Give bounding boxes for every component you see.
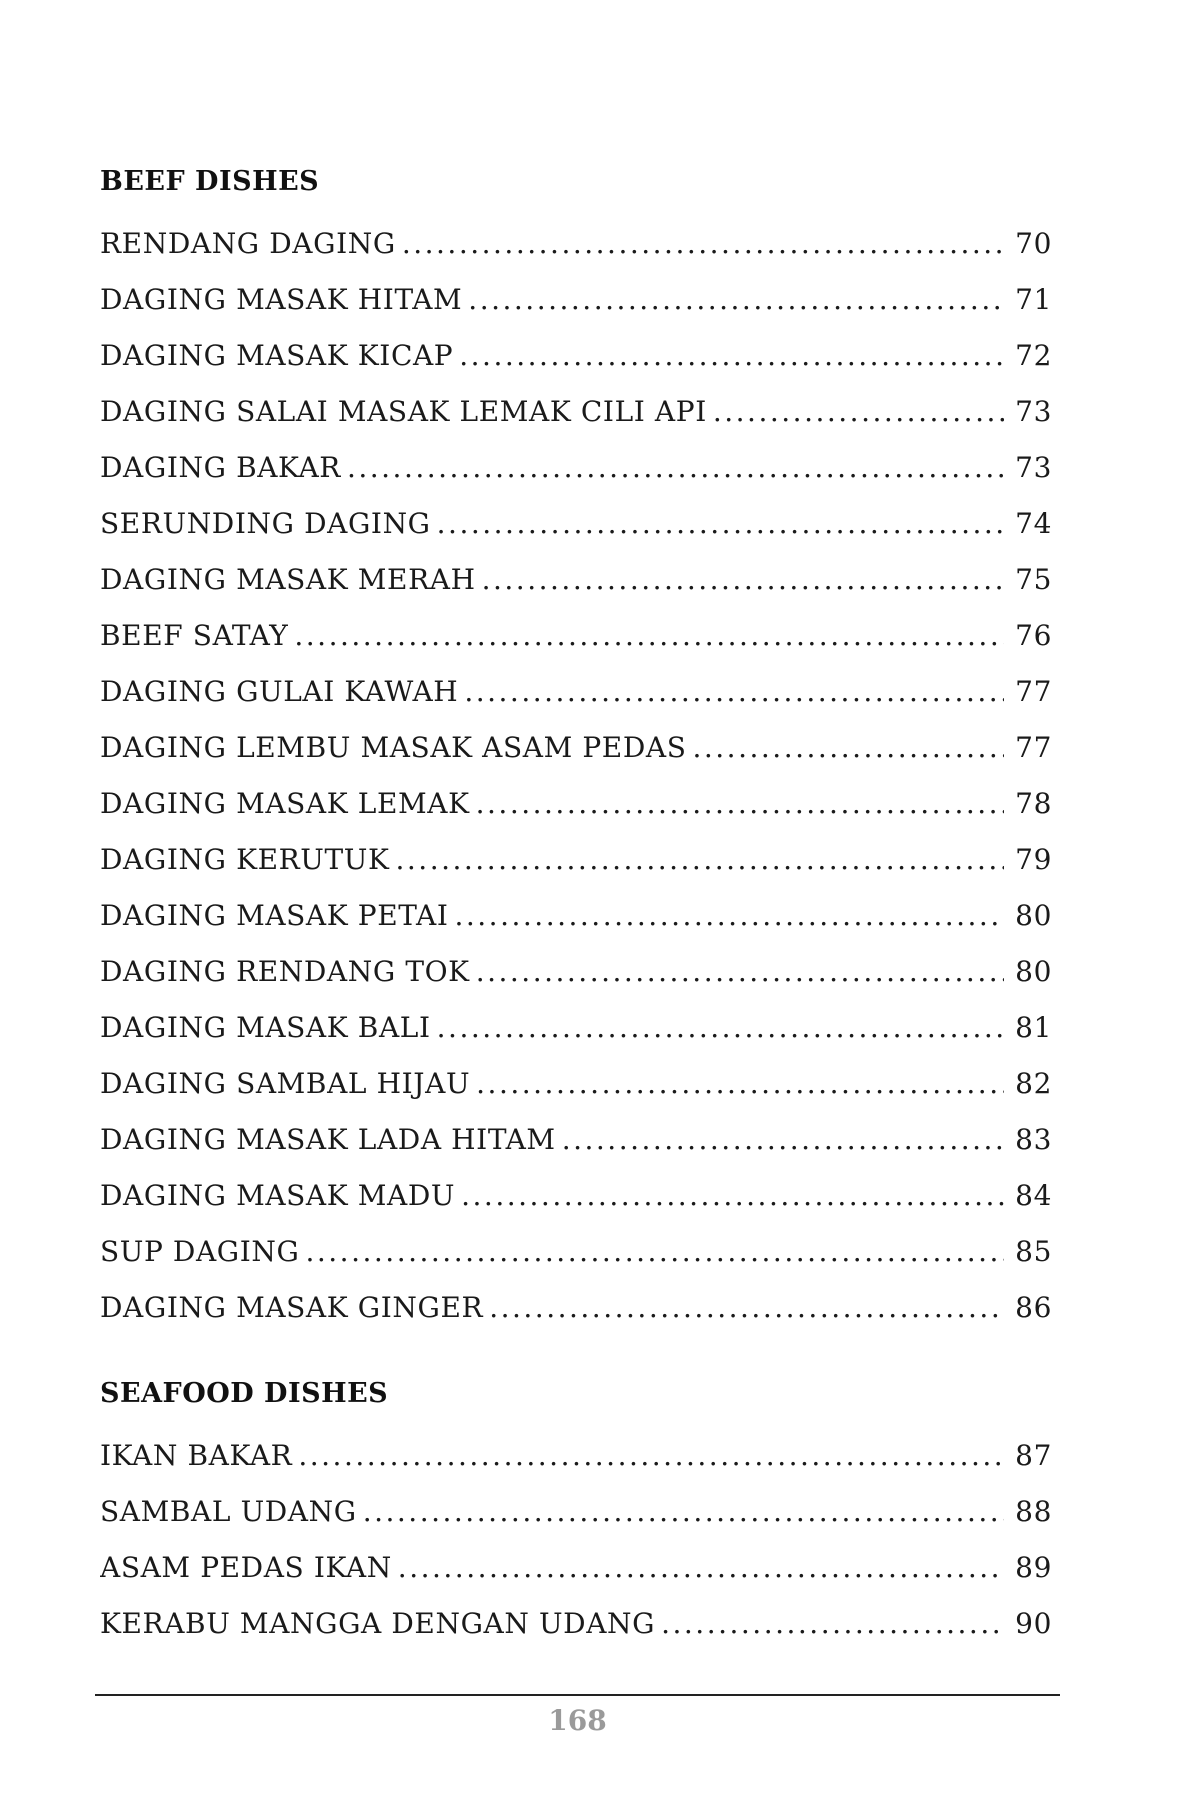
toc-entry bbox=[100, 1000, 1052, 1056]
toc-entry bbox=[100, 1056, 1052, 1112]
entry-title: DAGING MASAK PETAI bbox=[100, 899, 449, 932]
dot-leader bbox=[661, 1596, 1004, 1652]
toc-entry bbox=[100, 832, 1052, 888]
entry-page-number: 82 bbox=[1015, 1067, 1052, 1100]
entry-page-number: 74 bbox=[1015, 507, 1052, 540]
toc-entry bbox=[100, 1428, 1052, 1484]
entry-title: IKAN BAKAR bbox=[100, 1439, 293, 1472]
toc-entry bbox=[100, 272, 1052, 328]
entry-page-number: 80 bbox=[1015, 955, 1052, 988]
toc-entry bbox=[100, 496, 1052, 552]
toc-entry bbox=[100, 888, 1052, 944]
section-spacer bbox=[100, 1336, 1052, 1372]
entry-page-number: 81 bbox=[1015, 1011, 1052, 1044]
entry-title: DAGING GULAI KAWAH bbox=[100, 675, 459, 708]
section-heading: SEAFOOD DISHES bbox=[100, 1378, 389, 1409]
dot-leader bbox=[305, 1224, 1004, 1280]
dot-leader bbox=[713, 384, 1004, 440]
entry-page-number: 85 bbox=[1015, 1235, 1052, 1268]
dot-leader bbox=[398, 1540, 1004, 1596]
entry-page-number: 76 bbox=[1015, 619, 1052, 652]
entry-title: DAGING MASAK BALI bbox=[100, 1011, 431, 1044]
entry-page-number: 78 bbox=[1015, 787, 1052, 820]
entry-page-number: 75 bbox=[1015, 563, 1052, 596]
entry-title: BEEF SATAY bbox=[100, 619, 289, 652]
entry-page-number: 79 bbox=[1015, 843, 1052, 876]
dot-leader bbox=[562, 1112, 1004, 1168]
dot-leader bbox=[396, 832, 1005, 888]
toc-section-beef bbox=[100, 160, 1052, 1336]
entry-title: DAGING SALAI MASAK LEMAK CILI API bbox=[100, 395, 707, 428]
entry-title: DAGING MASAK MADU bbox=[100, 1179, 456, 1212]
dot-leader bbox=[402, 216, 1004, 272]
dot-leader bbox=[489, 1280, 1004, 1336]
dot-leader bbox=[476, 776, 1004, 832]
page-number: 168 bbox=[548, 1704, 607, 1737]
toc-entry bbox=[100, 1168, 1052, 1224]
toc-section-seafood bbox=[100, 1372, 1052, 1652]
dot-leader bbox=[692, 720, 1004, 776]
entry-page-number: 71 bbox=[1015, 283, 1052, 316]
entry-page-number: 87 bbox=[1015, 1439, 1052, 1472]
entry-page-number: 77 bbox=[1015, 675, 1052, 708]
entry-title: SAMBAL UDANG bbox=[100, 1495, 357, 1528]
entry-title: DAGING LEMBU MASAK ASAM PEDAS bbox=[100, 731, 687, 764]
entry-title: SUP DAGING bbox=[100, 1235, 300, 1268]
entry-title: DAGING MASAK LEMAK bbox=[100, 787, 470, 820]
dot-leader bbox=[294, 608, 1004, 664]
entry-title: DAGING MASAK KICAP bbox=[100, 339, 454, 372]
entry-page-number: 88 bbox=[1015, 1495, 1052, 1528]
footer-divider bbox=[95, 1694, 1060, 1696]
dot-leader bbox=[298, 1428, 1004, 1484]
dot-leader bbox=[461, 1168, 1004, 1224]
dot-leader bbox=[468, 272, 1004, 328]
entry-page-number: 83 bbox=[1015, 1123, 1052, 1156]
entry-page-number: 72 bbox=[1015, 339, 1052, 372]
entry-title: DAGING MASAK HITAM bbox=[100, 283, 463, 316]
entry-page-number: 73 bbox=[1015, 395, 1052, 428]
entry-page-number: 84 bbox=[1015, 1179, 1052, 1212]
entry-title: ASAM PEDAS IKAN bbox=[100, 1551, 392, 1584]
dot-leader bbox=[363, 1484, 1004, 1540]
toc-entry bbox=[100, 328, 1052, 384]
dot-leader bbox=[454, 888, 1004, 944]
entry-page-number: 73 bbox=[1015, 451, 1052, 484]
toc-entry bbox=[100, 552, 1052, 608]
dot-leader bbox=[347, 440, 1004, 496]
dot-leader bbox=[476, 944, 1004, 1000]
toc-entry bbox=[100, 944, 1052, 1000]
dot-leader bbox=[437, 496, 1004, 552]
dot-leader bbox=[482, 552, 1004, 608]
toc-entry bbox=[100, 664, 1052, 720]
entry-page-number: 89 bbox=[1015, 1551, 1052, 1584]
dot-leader bbox=[437, 1000, 1004, 1056]
entry-title: DAGING MASAK LADA HITAM bbox=[100, 1123, 556, 1156]
entry-title: RENDANG DAGING bbox=[100, 227, 396, 260]
toc-entry bbox=[100, 384, 1052, 440]
entry-title: KERABU MANGGA DENGAN UDANG bbox=[100, 1607, 656, 1640]
entry-title: DAGING KERUTUK bbox=[100, 843, 390, 876]
toc-entry bbox=[100, 216, 1052, 272]
toc-entry bbox=[100, 1280, 1052, 1336]
dot-leader bbox=[464, 664, 1004, 720]
table-of-contents bbox=[100, 160, 1052, 1652]
entry-page-number: 90 bbox=[1015, 1607, 1052, 1640]
toc-entry bbox=[100, 1596, 1052, 1652]
entry-page-number: 77 bbox=[1015, 731, 1052, 764]
toc-entry bbox=[100, 1112, 1052, 1168]
entry-page-number: 70 bbox=[1015, 227, 1052, 260]
toc-entry bbox=[100, 440, 1052, 496]
entry-title: DAGING BAKAR bbox=[100, 451, 341, 484]
entry-page-number: 86 bbox=[1015, 1291, 1052, 1324]
toc-entry bbox=[100, 1484, 1052, 1540]
toc-entry bbox=[100, 608, 1052, 664]
entry-title: DAGING SAMBAL HIJAU bbox=[100, 1067, 471, 1100]
dot-leader bbox=[459, 328, 1004, 384]
entry-title: DAGING RENDANG TOK bbox=[100, 955, 470, 988]
section-heading: BEEF DISHES bbox=[100, 166, 320, 197]
toc-entry bbox=[100, 1224, 1052, 1280]
entry-page-number: 80 bbox=[1015, 899, 1052, 932]
entry-title: DAGING MASAK GINGER bbox=[100, 1291, 484, 1324]
entry-title: DAGING MASAK MERAH bbox=[100, 563, 476, 596]
toc-entry bbox=[100, 720, 1052, 776]
toc-entry bbox=[100, 1540, 1052, 1596]
entry-title: SERUNDING DAGING bbox=[100, 507, 431, 540]
toc-entry bbox=[100, 776, 1052, 832]
dot-leader bbox=[476, 1056, 1004, 1112]
